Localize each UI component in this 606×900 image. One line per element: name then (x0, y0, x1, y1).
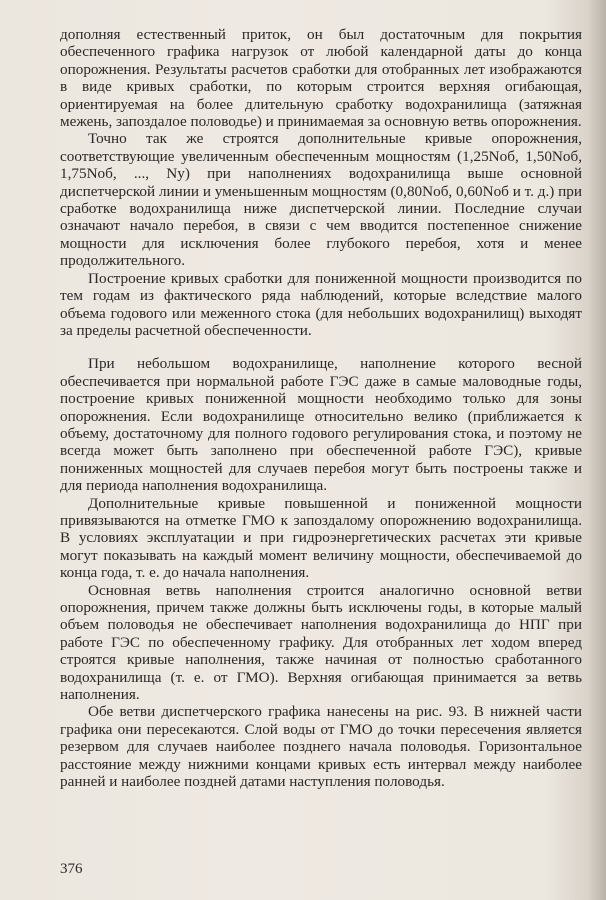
paragraph-1: дополняя естественный приток, он был достаточным для покрытия обеспеченного графика нагрузок от любой календарной даты до конца опорожнения. Результаты расчетов сработки для отобранных лет изображаются в виде кривых сработки, по которым строится верхняя огибающая, ориентируемая на более длительную сработку водохранилища (затяжная межень, запоздалое половодье) и принимаемая за основную ветвь опорожнения. (60, 26, 582, 131)
paragraph-3: Построение кривых сработки для пониженной мощности производится по тем годам из фактического ряда наблюдений, которые вследствие малого объема годового или меженного стока (для небольших водохранилищ) выходят за пределы расчетной обеспеченности. (60, 269, 582, 339)
page-number: 376 (60, 861, 83, 877)
paragraph-4: При небольшом водохранилище, наполнение которого весной обеспечивается при нормальной работе ГЭС даже в самые маловодные годы, построение кривых пониженной мощности необходимо только для зоны опорожнения. Если водохранилище относительно велико (приближается к объему, достаточному для полного годового регулирования стока, и поэтому не всегда может быть заполнено при обеспеченной работе ГЭС), кривые пониженных мощностей для случаев перебоя могут быть построены также и для периода наполнения водохранилища. (60, 355, 582, 495)
paragraph-6: Основная ветвь наполнения строится аналогично основной ветви опорожнения, причем также должны быть исключены годы, в которые малый объем половодья не обеспечивает наполнения водохранилища до НПГ при работе ГЭС по обеспеченному графику. Для отобранных лет ходом вперед строятся кривые наполнения, также начиная от полностью сработанного водохранилища (т. е. от ГМО). Верхняя огибающая принимается за ветвь наполнения. (60, 581, 582, 704)
paragraph-5: Дополнительные кривые повышенной и пониженной мощности привязываются на отметке ГМО к запоздалому опорожнению водохранилища. В условиях эксплуатации и при гидроэнергетических расчетах эти кривые могут показывать на каждый момент величину мощности, обеспечиваемой до конца года, т. е. до начала наполнения. (60, 494, 582, 582)
paragraph-2: Точно так же строятся дополнительные кривые опорожнения, соответствующие увеличенным обеспеченным мощностям (1,25Nоб, 1,50Nоб, 1,75Nоб, ..., Nу) при наполнениях водохранилища выше основной диспетчерской линии и уменьшенным мощностям (0,80Nоб, 0,60Nоб и т. д.) при сработке водохранилища ниже диспетчерской линии. Последние случаи означают начало перебоя, в связи с чем вводится постепенное снижение мощности для исключения более глубокого перебоя, хотя и менее продолжительного. (60, 130, 582, 270)
paragraph-7: Обе ветви диспетчерского графика нанесены на рис. 93. В нижней части графика они пересекаются. Слой воды от ГМО до точки пересечения является резервом для случаев наиболее позднего начала половодья. Горизонтальное расстояние между нижними концами кривых есть интервал между наиболее ранней и наиболее поздней датами наступления половодья. (60, 703, 582, 791)
body-text (60, 26, 582, 790)
